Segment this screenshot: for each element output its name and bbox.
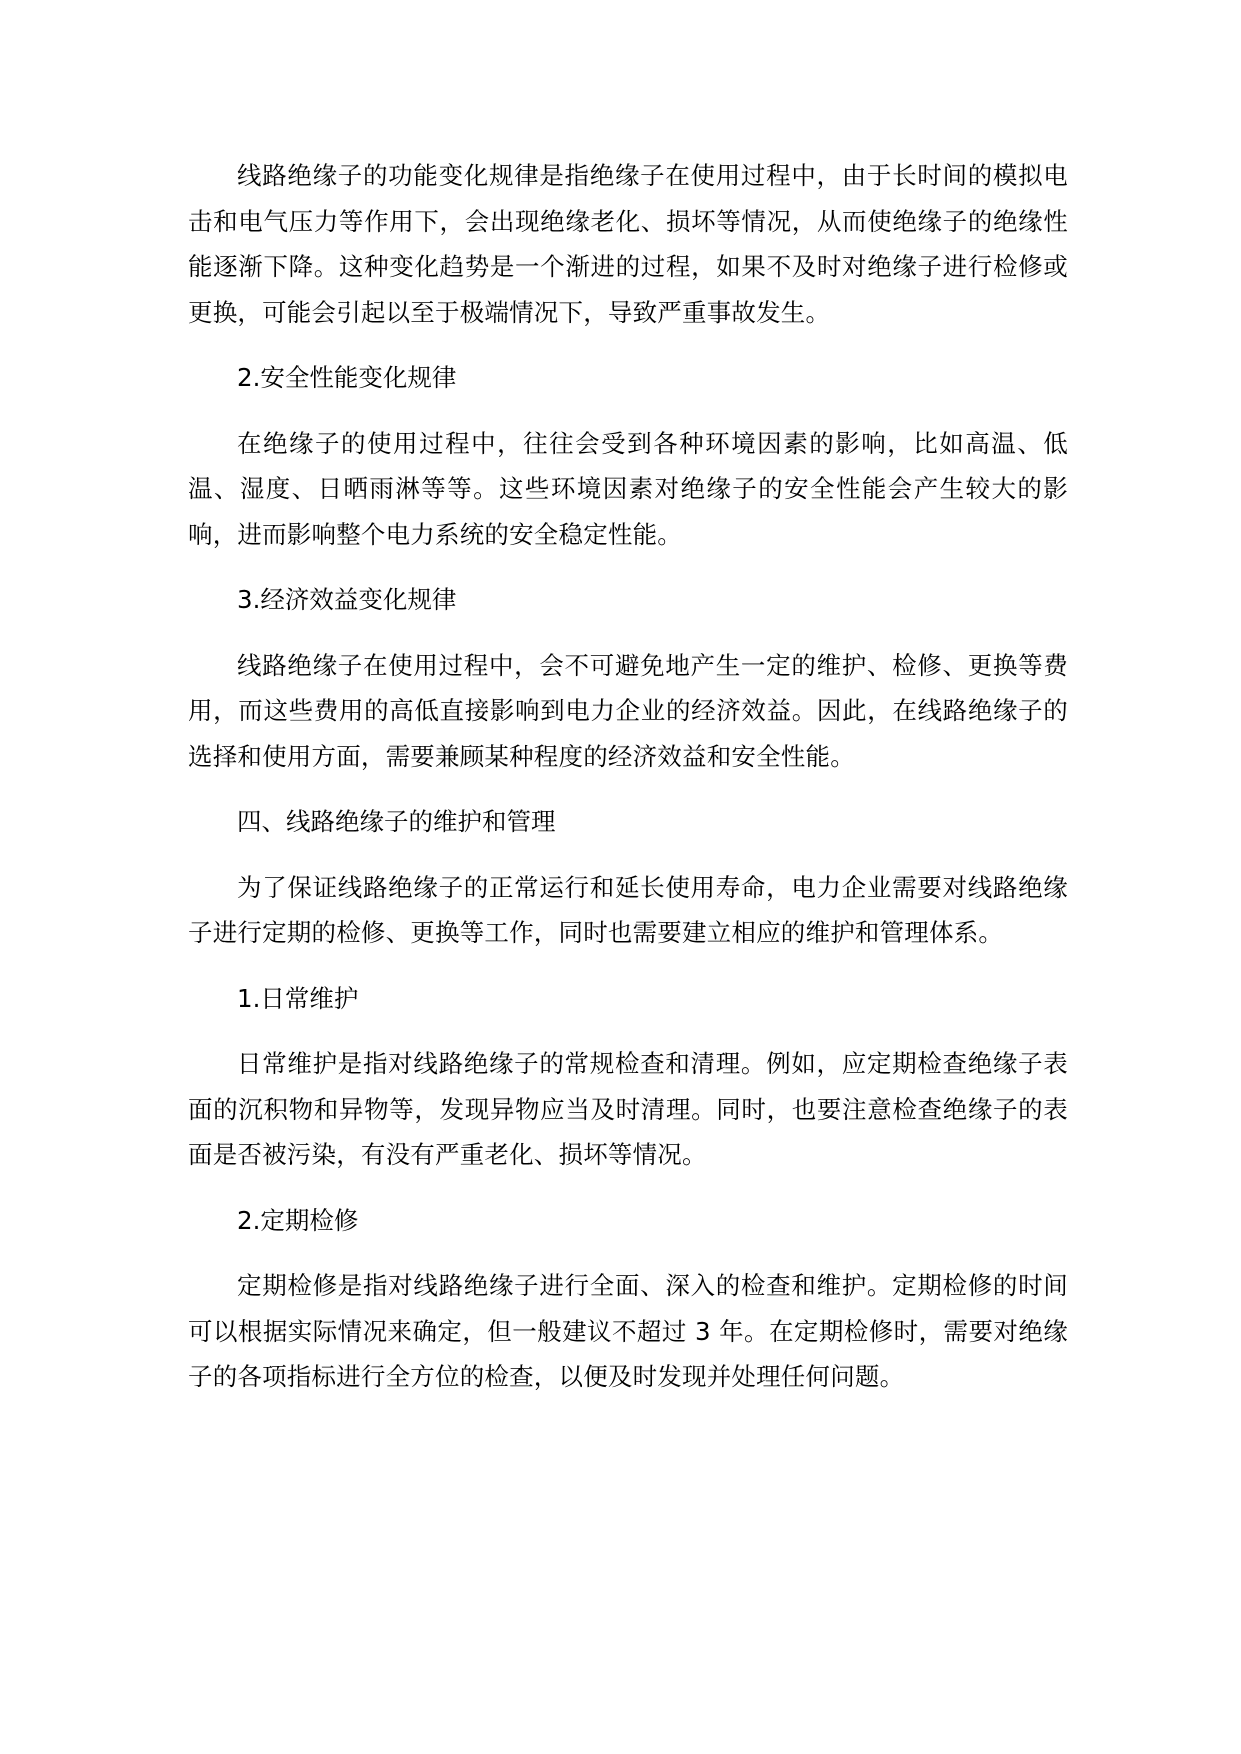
- document-body: [188, 153, 1068, 1420]
- paragraph-periodic-inspection: 定期检修是指对线路绝缘子进行全面、深入的检查和维护。定期检修的时间可以根据实际情况来确定，但一般建议不超过 3 年。在定期检修时，需要对绝缘子的各项指标进行全方位的检查，以便及时发现并处理任何问题。: [188, 1271, 1068, 1391]
- heading-daily-maintenance: 1.日常维护: [237, 983, 359, 1013]
- paragraph-safety-performance-change: 在绝缘子的使用过程中，往往会受到各种环境因素的影响，比如高温、低温、湿度、日晒雨淋等等。这些环境因素对绝缘子的安全性能会产生较大的影响，进而影响整个电力系统的安全稳定性能。: [188, 428, 1068, 549]
- paragraph-maintenance-and-management: 为了保证线路绝缘子的正常运行和延长使用寿命，电力企业需要对线路绝缘子进行定期的检修、更换等工作，同时也需要建立相应的维护和管理体系。: [188, 872, 1068, 947]
- heading-economic-benefit-change: 3.经济效益变化规律: [237, 585, 457, 614]
- paragraph-daily-maintenance: 日常维护是指对线路绝缘子的常规检查和清理。例如，应定期检查绝缘子表面的沉积物和异物等，发现异物应当及时清理。同时，也要注意检查绝缘子的表面是否被污染，有没有严重老化、损坏等情况。: [188, 1049, 1068, 1169]
- heading-maintenance-and-management: 四、线路绝缘子的维护和管理: [237, 807, 556, 836]
- heading-safety-performance-change: 2.安全性能变化规律: [237, 363, 457, 392]
- heading-periodic-inspection: 2.定期检修: [237, 1205, 359, 1235]
- paragraph-economic-benefit-change: 线路绝缘子在使用过程中，会不可避免地产生一定的维护、检修、更换等费用，而这些费用的高低直接影响到电力企业的经济效益。因此，在线路绝缘子的选择和使用方面，需要兼顾某种程度的经济效益和安全性能。: [188, 650, 1068, 771]
- paragraph-insulator-function-change: 线路绝缘子的功能变化规律是指绝缘子在使用过程中，由于长时间的模拟电击和电气压力等作用下，会出现绝缘老化、损坏等情况，从而使绝缘子的绝缘性能逐渐下降。这种变化趋势是一个渐进的过程，如果不及时对绝缘子进行检修或更换，可能会引起以至于极端情况下，导致严重事故发生。: [188, 161, 1068, 327]
